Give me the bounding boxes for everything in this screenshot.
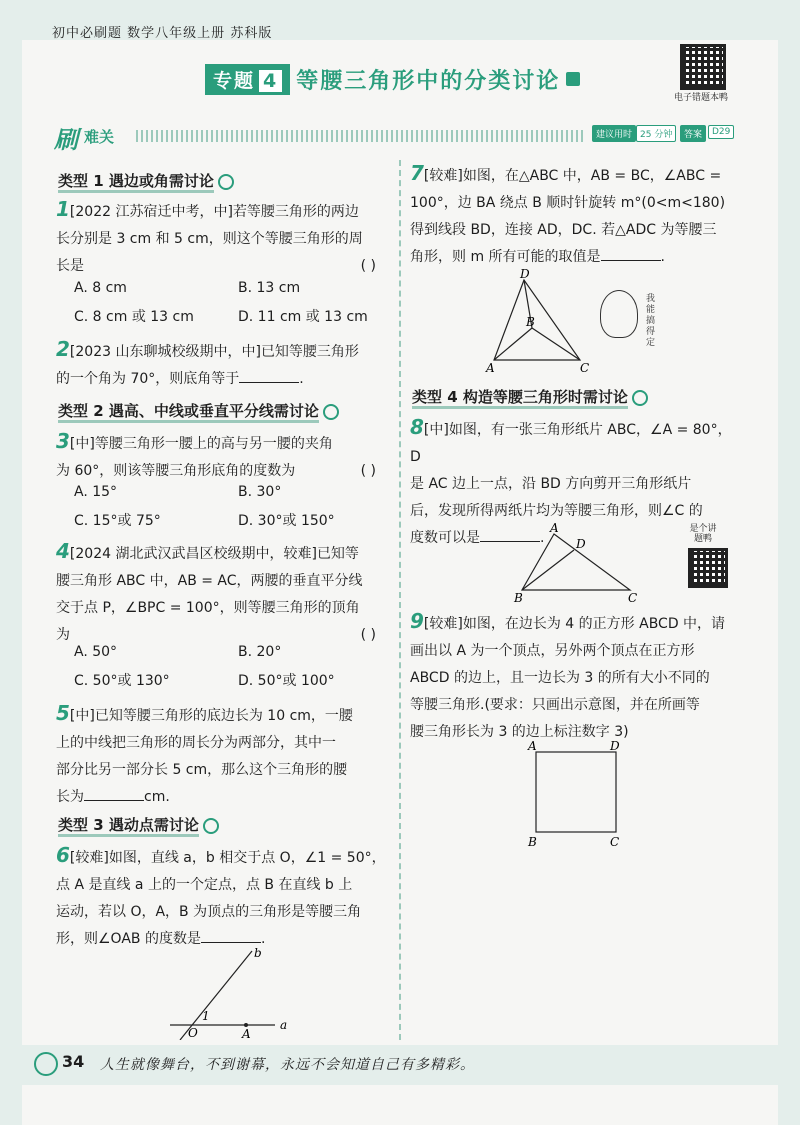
topic-number: 4 (259, 70, 282, 92)
question-source: [中] (69, 708, 95, 724)
qr-code-explain[interactable] (688, 548, 728, 588)
topic-name: 等腰三角形中的分类讨论 (296, 68, 561, 94)
mascot-icon (34, 1052, 58, 1076)
edition-name: 苏科版 (230, 26, 273, 41)
check-icon (218, 174, 234, 190)
question-source: [中] (69, 436, 95, 452)
square-abcd[interactable] (536, 752, 616, 832)
difficulty-band (40, 120, 765, 154)
answer-label: 答案 (680, 125, 706, 142)
question-number: 7 (410, 161, 424, 185)
question-number: 4 (56, 539, 70, 563)
label-c: C (580, 361, 590, 374)
question-number: 6 (56, 843, 70, 867)
label-angle-1: 1 (202, 1009, 210, 1023)
type-2-heading: 类型 2 遇高、中线或垂直平分线需讨论 (58, 400, 339, 421)
question-3: 3[中]等腰三角形一腰上的高与另一腰的夹角 为 60°，则该等腰三角形底角的度数为 ( ) (56, 428, 386, 485)
label-a-point: A (242, 1027, 251, 1040)
brush-mark: 刷 (54, 126, 78, 154)
label-c: C (610, 835, 620, 849)
question-8: 8[中]如图，有一张三角形纸片 ABC，∠A = 80°，D 是 AC 边上一点，沿 BD 方向剪开三角形纸片 后，发现所得两纸片均为等腰三角形，则∠C 的 度数可以是 . (410, 415, 732, 546)
question-4: 4[2024 湖北武汉武昌区校级期中，较难]已知等 腰三角形 ABC 中，AB = AC，两腰的垂直平分线 交于点 P，∠BPC = 100°，则等腰三角形的顶角 为 ( ) (56, 538, 386, 649)
left-margin-band (0, 0, 22, 1125)
question-7: 7[较难]如图，在△ABC 中，AB = BC，∠ABC = 100°，边 BA 绕点 B 顺时针旋转 m°(0<m<180) 得到线段 BD，连接 AD，DC. 若△ADC 为等腰三 角形，则 m 所有可能的取值是 . (410, 161, 726, 265)
figure-q7 (480, 268, 600, 374)
label-a-line: a (280, 1018, 288, 1032)
question-1: 1[2022 江苏宿迁中考，中]若等腰三角形的两边 长分别是 3 cm 和 5 cm，则这个等腰三角形的周 长是 ( ) (56, 196, 386, 280)
qr-caption-top: 电子错题本鸭 (674, 93, 729, 103)
question-source: [较难] (423, 168, 463, 184)
option-d[interactable]: D. 11 cm 或 13 cm (238, 309, 368, 325)
right-margin-band (778, 0, 800, 1125)
question-number: 3 (56, 429, 70, 453)
qr-code-top[interactable] (680, 44, 726, 90)
label-b: B (528, 835, 537, 849)
question-2: 2[2023 山东聊城校级期中，中]已知等腰三角形 的一个角为 70°，则底角等于 . (56, 337, 359, 387)
figure-q6 (160, 945, 300, 1040)
band-stripes (136, 130, 586, 142)
series-name: 初中必刷题 (52, 26, 123, 41)
question-number: 8 (410, 415, 424, 439)
answer-page: D29 (708, 125, 734, 139)
option-c[interactable]: C. 8 cm 或 13 cm (74, 309, 194, 325)
check-icon (632, 390, 648, 406)
option-a[interactable]: A. 50° (74, 644, 118, 660)
column-divider (399, 160, 401, 1040)
topic-label-box: 专题 4 (205, 64, 290, 95)
type-1-heading: 类型 1 遇边或角需讨论 (58, 170, 234, 191)
question-number: 9 (410, 609, 424, 633)
question-6: 6[较难]如图，直线 a，b 相交于点 O，∠1 = 50°， 点 A 是直线 a 上的一个定点，点 B 在直线 b 上 运动，若以 O，A，B 为顶点的三角形是等腰三角 形，则∠OAB 的度数是 . (56, 843, 386, 947)
type-3-heading: 类型 3 遇动点需讨论 (58, 814, 219, 835)
question-number: 1 (56, 197, 70, 221)
option-b[interactable]: B. 20° (238, 644, 282, 660)
option-c[interactable]: C. 50°或 130° (74, 673, 170, 689)
label-o: O (188, 1026, 198, 1040)
question-9: 9[较难]如图，在边长为 4 的正方形 ABCD 中，请 画出以 A 为一个顶点，另外两个顶点在正方形 ABCD 的边上，且一边长为 3 的所有大小不同的 等腰三角形.(要求：只画出示意图，并在所画等 腰三角形长为 3 的边上标注数字 3) (410, 609, 726, 740)
answer-blank[interactable] (84, 800, 144, 801)
label-d: D (520, 268, 530, 281)
check-icon (203, 818, 219, 834)
question-source: [中] (423, 422, 449, 438)
mascot-duck-icon (600, 290, 638, 338)
label-a: A (528, 739, 537, 753)
label-b: b (254, 946, 262, 960)
page-number: 34 (62, 1052, 85, 1071)
option-c[interactable]: C. 15°或 75° (74, 513, 161, 529)
answer-paren[interactable]: ( ) (360, 258, 376, 274)
figure-q9 (524, 738, 628, 850)
label-d: D (610, 739, 620, 753)
label-d: D (576, 537, 586, 551)
question-number: 2 (56, 337, 70, 361)
option-a[interactable]: A. 8 cm (74, 280, 127, 296)
answer-paren[interactable]: ( ) (360, 627, 376, 643)
label-a: A (550, 521, 559, 535)
option-a[interactable]: A. 15° (74, 484, 118, 500)
option-b[interactable]: B. 13 cm (238, 280, 301, 296)
topic-title (205, 64, 580, 94)
label-c: C (628, 591, 638, 605)
question-source: [较难] (69, 850, 109, 866)
question-number: 5 (56, 701, 70, 725)
band-label: 难关 (84, 128, 115, 146)
answer-paren[interactable]: ( ) (360, 463, 376, 479)
question-source: [2024 湖北武汉武昌区校级期中，较难] (69, 546, 317, 562)
qr-caption-explain: 是个讲题鸭 (689, 524, 717, 544)
figure-q8 (508, 520, 648, 606)
answer-blank[interactable] (601, 260, 661, 261)
option-d[interactable]: D. 30°或 150° (238, 513, 335, 529)
footer-motto: 人生就像舞台，不到谢幕，永远不会知道自己有多精彩。 (100, 1057, 475, 1073)
question-source: [较难] (423, 616, 463, 632)
time-label: 建议用时 (592, 125, 636, 142)
check-icon (323, 404, 339, 420)
question-source: [2022 江苏宿迁中考，中] (69, 204, 233, 220)
label-a: A (486, 361, 495, 374)
time-value: 25 分钟 (636, 125, 676, 142)
question-5: 5[中]已知等腰三角形的底边长为 10 cm，一腰 上的中线把三角形的周长分为两部分，其中一 部分比另一部分长 5 cm，那么这个三角形的腰 长为 cm. (56, 701, 353, 805)
running-header (52, 22, 272, 41)
question-source: [2023 山东聊城校级期中，中] (69, 344, 261, 360)
answer-blank[interactable] (239, 382, 299, 383)
answer-blank[interactable] (201, 942, 261, 943)
subject-name: 数学八年级上册 (127, 26, 226, 41)
segment-bd (522, 550, 574, 590)
option-b[interactable]: B. 30° (238, 484, 282, 500)
option-d[interactable]: D. 50°或 100° (238, 673, 335, 689)
label-b: B (514, 591, 523, 605)
triangle-adc (494, 280, 580, 360)
label-b: B (526, 315, 535, 329)
mascot-speech: 我能搞得定 (646, 294, 656, 348)
puzzle-icon (566, 72, 580, 86)
type-4-heading: 类型 4 构造等腰三角形时需讨论 (412, 386, 648, 407)
